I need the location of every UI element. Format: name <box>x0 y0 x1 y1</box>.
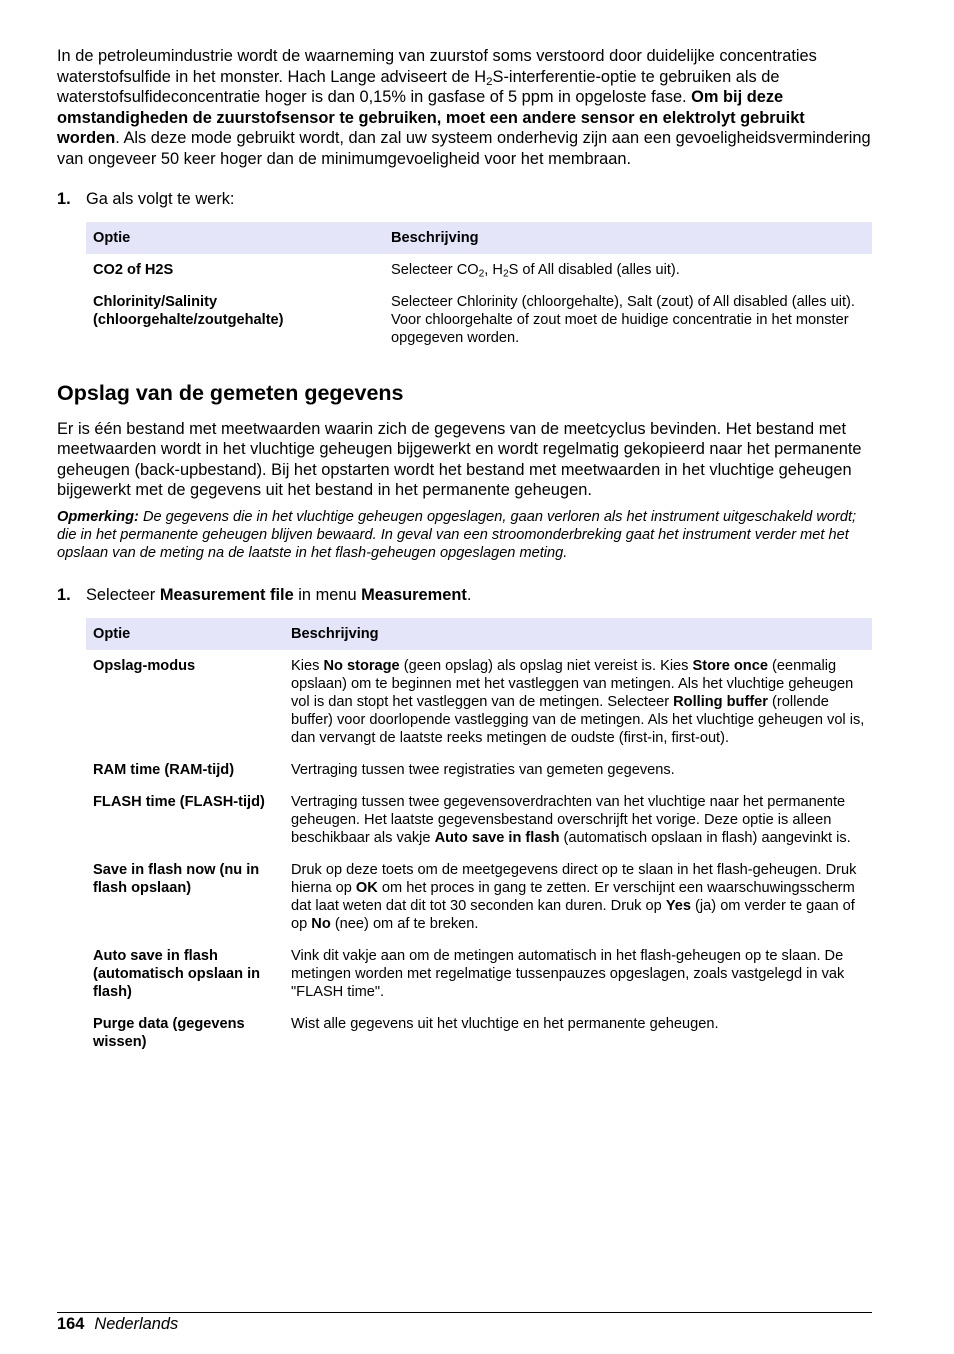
option-name: Purge data (gegevens wissen) <box>93 1015 245 1050</box>
option-name: CO2 of H2S <box>93 261 174 278</box>
option-name: Chlorinity/Salinity (chloorgehalte/zoutgehalte) <box>93 293 284 328</box>
step-text: Ga als volgt te werk: <box>86 190 235 208</box>
table-row <box>86 286 872 354</box>
intro-text-2: S-interferentie-optie te gebruiken als de waterstofsulfideconcentratie hoger is dan 0,15% in gasfase of 5 ppm in opgeloste fase. <box>57 67 780 106</box>
table-row <box>86 650 872 754</box>
table-row <box>86 1008 872 1058</box>
option-description: Selecteer Chlorinity (chloorgehalte), Salt (zout) of All disabled (alles uit). Voor chloorgehalte of zout moet de huidige concentratie in het monster opgegeven worden. <box>391 293 855 346</box>
table-row <box>86 754 872 786</box>
section-paragraph: Er is één bestand met meetwaarden waarin zich de gegevens van de meetcyclus bevinden. Het bestand met meetwaarden wordt in het vluchtige geheugen bijgewerkt en wordt regelmatig gekopieerd naar het permanente geheugen (back-upbestand). Bij het opstarten wordt het bestand met meetwaarden in het vluchtige geheugen bijgewerkt met de gegevens uit het bestand in het permanente geheugen. <box>57 419 862 499</box>
page-number: 164 <box>57 1315 85 1333</box>
option-name: Save in flash now (nu in flash opslaan) <box>93 861 260 896</box>
intro-bold-warning: Om bij deze omstandigheden de zuurstofsensor te gebruiken, moet een andere sensor en elektrolyt gebruikt worden <box>57 88 805 147</box>
option-name: Opslag-modus <box>93 657 196 674</box>
intro-paragraph <box>57 46 872 169</box>
option-name: RAM time (RAM-tijd) <box>93 761 235 778</box>
page-content <box>57 46 872 1058</box>
note-label: Opmerking: <box>57 508 139 525</box>
option-description: Selecteer $CO_2$, $H_2S$ of All disabled (alles uit). <box>391 261 680 280</box>
column-header-option: Optie <box>86 618 284 650</box>
table-row <box>86 786 872 854</box>
option-description: Vertraging tussen twee gegevensoverdrachten van het vluchtige naar het permanente geheugen. Het laatste gegevensbestand overschrijft het vorige. Deze optie is alleen beschikbaar als vakje Auto save in flash (automatisch opslaan in flash) aangevinkt is. <box>291 793 851 846</box>
subscript: 2 <box>486 75 493 88</box>
options-table-storage <box>86 618 872 1058</box>
intro-text-3: . Als deze mode gebruikt wordt, dan zal uw systeem onderhevig zijn aan een gevoeligheidsvermindering van ongeveer 50 keer hoger dan de minimumgevoeligheid voor het membraan. <box>57 129 871 168</box>
step-1-measurement <box>57 585 872 606</box>
section-heading: Opslag van de gemeten gegevens <box>57 380 404 405</box>
page-footer <box>57 1312 872 1334</box>
option-name: Auto save in flash (automatisch opslaan in flash) <box>93 947 261 1000</box>
note <box>57 508 872 563</box>
footer-language: Nederlands <box>94 1315 179 1333</box>
option-description: Vertraging tussen twee registraties van gemeten gegevens. <box>291 761 675 778</box>
column-header-option: Optie <box>86 222 384 254</box>
option-description: Vink dit vakje aan om de metingen automatisch in het flash-geheugen op te slaan. De metingen worden met regelmatige tussenpauzes opgeslagen, zoals vastgelegd in vak "FLASH time". <box>291 947 845 1000</box>
step-number: 1. <box>57 190 71 208</box>
table-row <box>86 940 872 1008</box>
step-text: Selecteer Measurement file in menu Measurement. <box>86 586 472 605</box>
table-row <box>86 854 872 940</box>
table-header-row <box>86 222 872 254</box>
step-1 <box>57 189 872 210</box>
option-description: Kies No storage (geen opslag) als opslag niet vereist is. Kies Store once (eenmalig opslaan) om te beginnen met het vastleggen van metingen. Als het vluchtige geheugen vol is dan stopt het vastleggen van de metingen. Selecteer Rolling buffer (rollende buffer) voor doorlopende vastlegging van de metingen. Als het vluchtige geheugen vol is, dan vervangt de laatste reeks metingen de oudste (first-in, first-out). <box>291 657 865 746</box>
table-header-row <box>86 618 872 650</box>
step-number: 1. <box>57 586 71 605</box>
option-description: Druk op deze toets om de meetgegevens direct op te slaan in het flash-geheugen. Druk hierna op OK om het proces in gang te zetten. Er verschijnt een waarschuwingsscherm dat laat weten dat dit tot 30 seconden kan duren. Druk op Yes (ja) om verder te gaan of op No (nee) om af te breken. <box>291 861 857 932</box>
options-table-sensor <box>86 222 872 354</box>
column-header-description: Beschrijving <box>284 618 872 650</box>
option-description: Wist alle gegevens uit het vluchtige en het permanente geheugen. <box>291 1015 719 1032</box>
intro-text-1: In de petroleumindustrie wordt de waarneming van zuurstof soms verstoord door duidelijke concentraties waterstofsulfide in het monster. Hach Lange adviseert de H <box>57 47 817 86</box>
note-text: De gegevens die in het vluchtige geheugen opgeslagen, gaan verloren als het instrument uitgeschakeld wordt; die in het permanente geheugen blijven bewaard. In geval van een stroomonderbreking gaat het instrument verder met het opslaan van de meting na de laatste in het flash-geheugen opgeslagen meting. <box>57 508 857 561</box>
option-name: FLASH time (FLASH-tijd) <box>93 793 265 810</box>
column-header-description: Beschrijving <box>384 222 872 254</box>
table-row <box>86 254 872 286</box>
